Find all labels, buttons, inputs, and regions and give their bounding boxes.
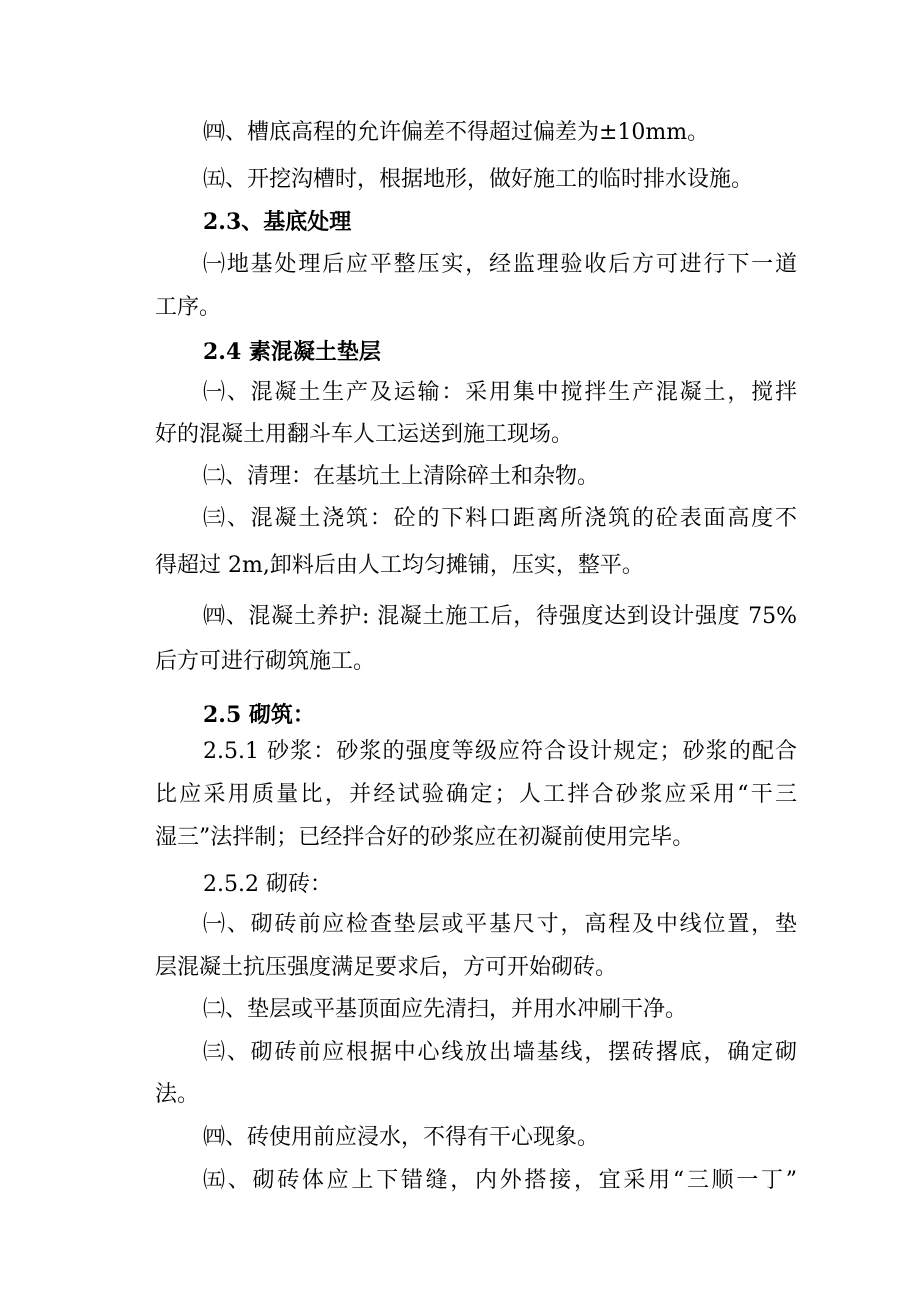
paragraph-line: 层混凝土抗压强度满足要求后，方可开始砌砖。 (155, 955, 618, 980)
paragraph-line: ㈠地基处理后应平整压实，经监理验收后方可进行下一道 (203, 252, 797, 277)
section-heading: 2.3、基底处理 (203, 209, 352, 235)
paragraph-line: 好的混凝土用翻斗车人工运送到施工现场。 (155, 422, 574, 447)
paragraph-line: 2.5.1 砂浆：砂浆的强度等级应符合设计规定；砂浆的配合 (203, 739, 797, 764)
paragraph-line: ㈣、砖使用前应浸水，不得有干心现象。 (203, 1125, 600, 1150)
paragraph-line: 得超过 2m,卸料后由人工均匀摊铺，压实，整平。 (155, 553, 644, 578)
paragraph-line: ㈠、砌砖前应检查垫层或平基尺寸，高程及中线位置，垫 (203, 912, 797, 937)
paragraph-line: 2.5.2 砌砖： (203, 872, 332, 897)
paragraph-line: ㈤、开挖沟槽时，根据地形，做好施工的临时排水设施。 (203, 167, 754, 192)
paragraph-line: 湿三”法拌制；已经拌合好的砂浆应在初凝前使用完毕。 (155, 825, 695, 850)
paragraph-line: ㈣、混凝土养护: 混凝土施工后，待强度达到设计强度 75% (203, 604, 797, 629)
paragraph-line: ㈤、砌砖体应上下错缝，内外搭接，宜采用“三顺一丁” (203, 1168, 797, 1193)
paragraph-line: ㈣、槽底高程的允许偏差不得超过偏差为±10mm。 (203, 120, 710, 145)
paragraph-line: ㈡、清理：在基坑土上清除碎土和杂物。 (203, 464, 600, 489)
paragraph-line: ㈡、垫层或平基顶面应先清扫，并用水冲刷干净。 (203, 997, 688, 1022)
paragraph-line: 法。 (155, 1082, 200, 1107)
paragraph-line: ㈢、混凝土浇筑：砼的下料口距离所浇筑的砼表面高度不 (203, 506, 797, 531)
paragraph-line: 后方可进行砌筑施工。 (155, 649, 376, 674)
section-heading: 2.5 砌筑： (203, 702, 315, 728)
section-heading: 2.4 素混凝土垫层 (203, 339, 381, 365)
paragraph-line: ㈠、混凝土生产及运输：采用集中搅拌生产混凝土，搅拌 (203, 380, 797, 405)
paragraph-line: ㈢、砌砖前应根据中心线放出墙基线，摆砖撂底，确定砌 (203, 1040, 797, 1065)
paragraph-line: 比应采用质量比，并经试验确定；人工拌合砂浆应采用“干三 (155, 782, 797, 807)
paragraph-line: 工序。 (155, 295, 222, 320)
